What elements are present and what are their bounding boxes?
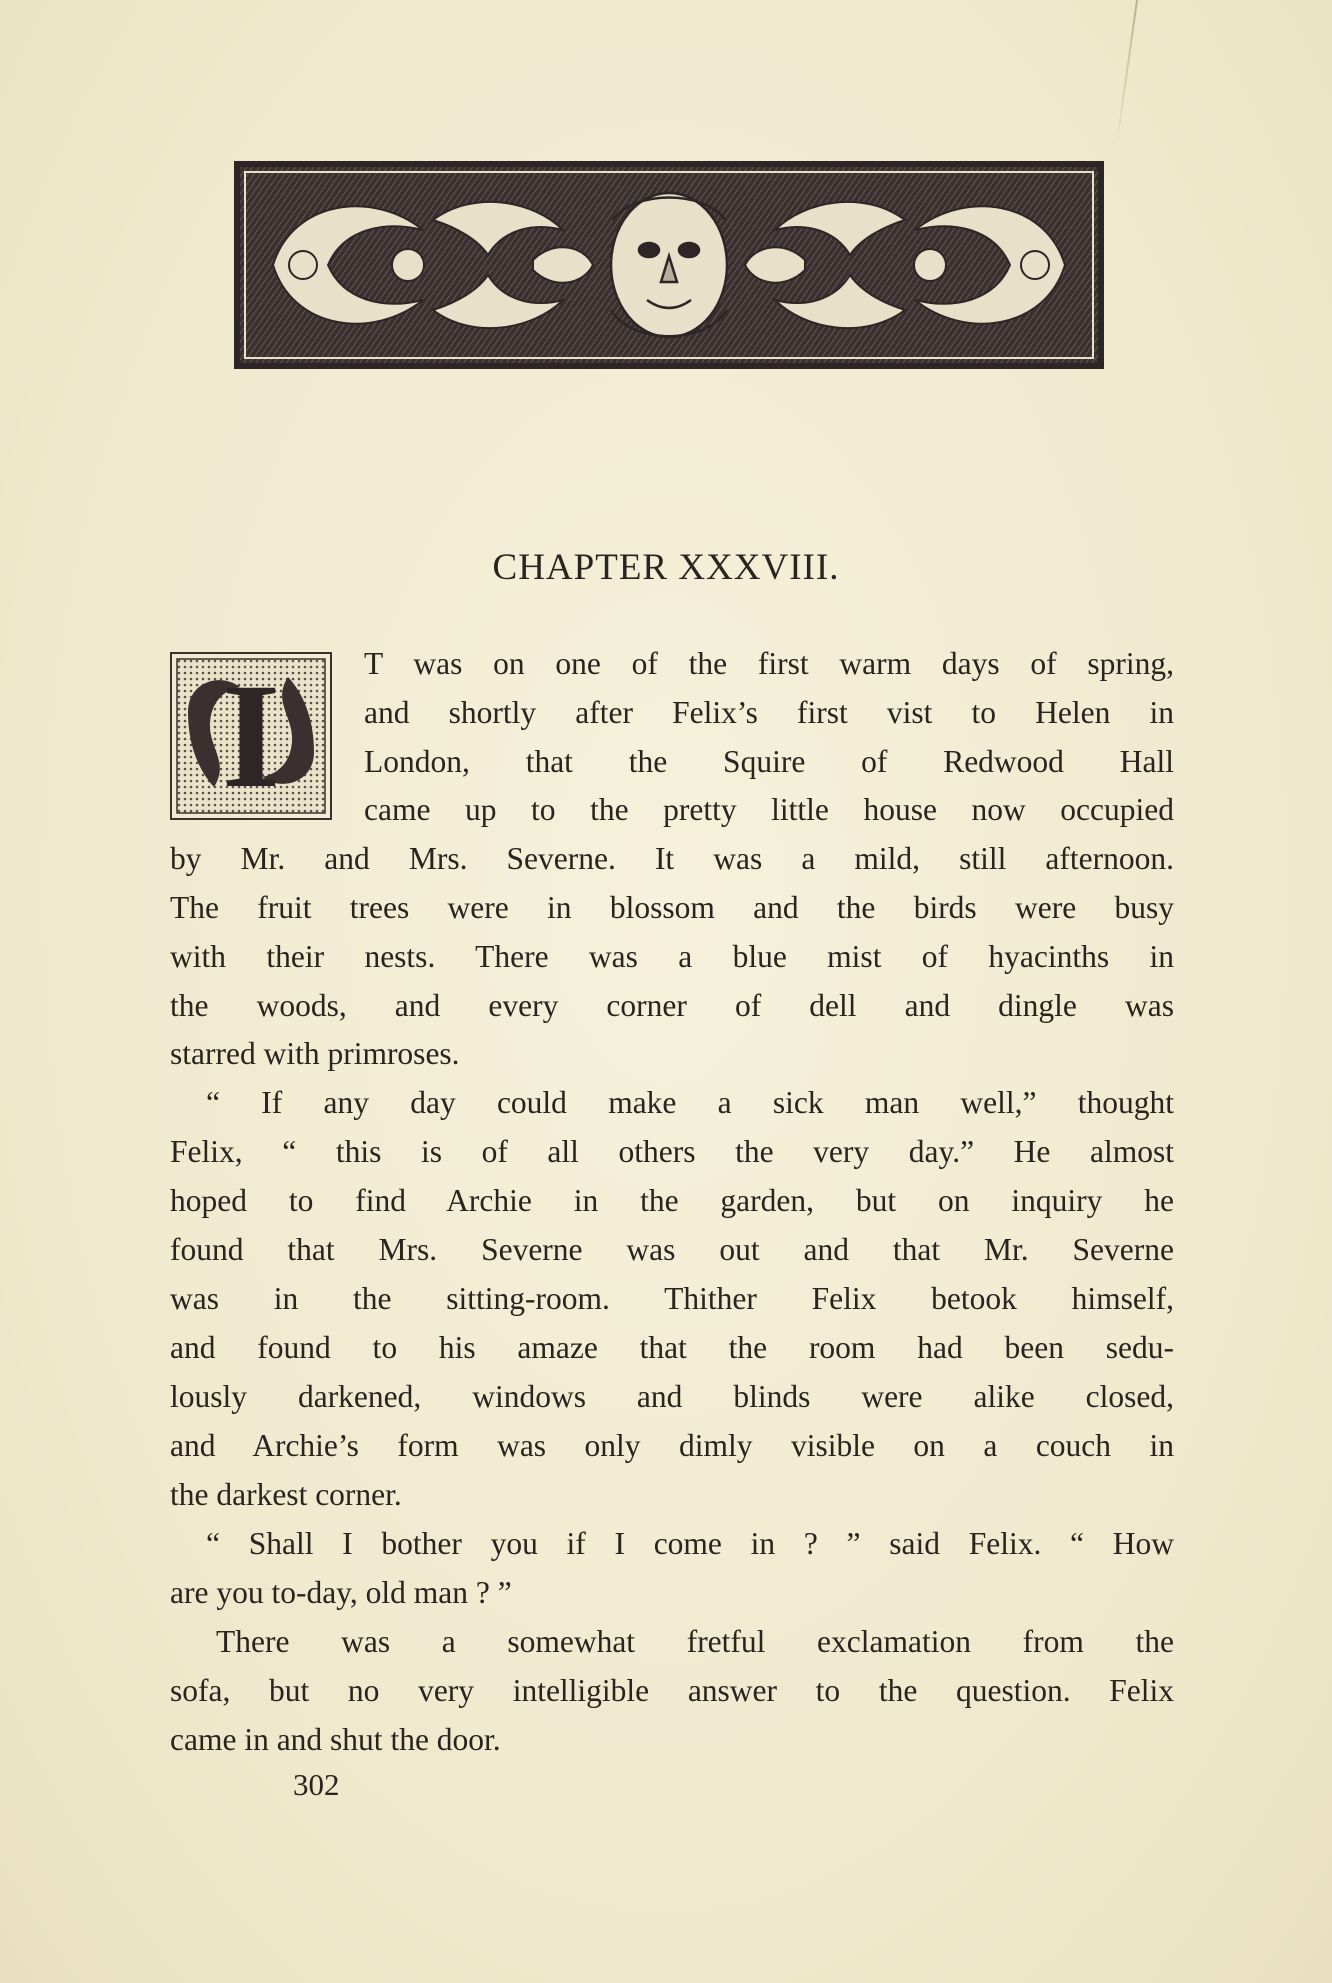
text-line: starred with primroses. [170,1036,460,1071]
text-line: with their nests. There was a blue mist of hyacinths in [170,939,1174,974]
text-line: by Mr. and Mrs. Severne. It was a mild, still afternoon. [170,841,1174,876]
chapter-headpiece-ornament [233,160,1105,370]
drop-cap-ornament [170,652,332,820]
text-line: sofa, but no very intelligible answer to the question. Felix [170,1673,1174,1708]
text-line: and found to his amaze that the room had been sedu- [170,1330,1174,1365]
chapter-title: CHAPTER XXXVIII. [492,547,840,588]
text-line: “ If any day could make a sick man well,” thought [206,1085,1174,1120]
text-line: the woods, and every corner of dell and dingle was [170,988,1174,1023]
text-line: found that Mrs. Severne was out and that Mr. Severne [170,1232,1174,1267]
text-line: hoped to find Archie in the garden, but on inquiry he [170,1183,1174,1218]
text-line: and shortly after Felix’s first vist to Helen in [364,695,1174,730]
text-line: came up to the pretty little house now occupied [364,792,1174,827]
drop-cap-letter: I [221,653,281,819]
text-line: are you to-day, old man ? ” [170,1575,512,1610]
text-line: There was a somewhat fretful exclamation from the [216,1624,1174,1659]
text-line: The fruit trees were in blossom and the birds were busy [170,890,1174,925]
page-number: 302 [293,1767,340,1802]
text-line: and Archie’s form was only dimly visible on a couch in [170,1428,1174,1463]
page-crease [1115,0,1138,149]
text-line: came in and shut the door. [170,1722,501,1757]
text-line: the darkest corner. [170,1477,402,1512]
text-line: London, that the Squire of Redwood Hall [364,744,1174,779]
text-line: T was on one of the first warm days of spring, [364,646,1174,681]
text-line: “ Shall I bother you if I come in ? ” said Felix. “ How [206,1526,1174,1561]
text-line: lously darkened, windows and blinds were alike closed, [170,1379,1174,1414]
text-line: was in the sitting-room. Thither Felix betook himself, [170,1281,1174,1316]
text-line: Felix, “ this is of all others the very day.” He almost [170,1134,1174,1169]
